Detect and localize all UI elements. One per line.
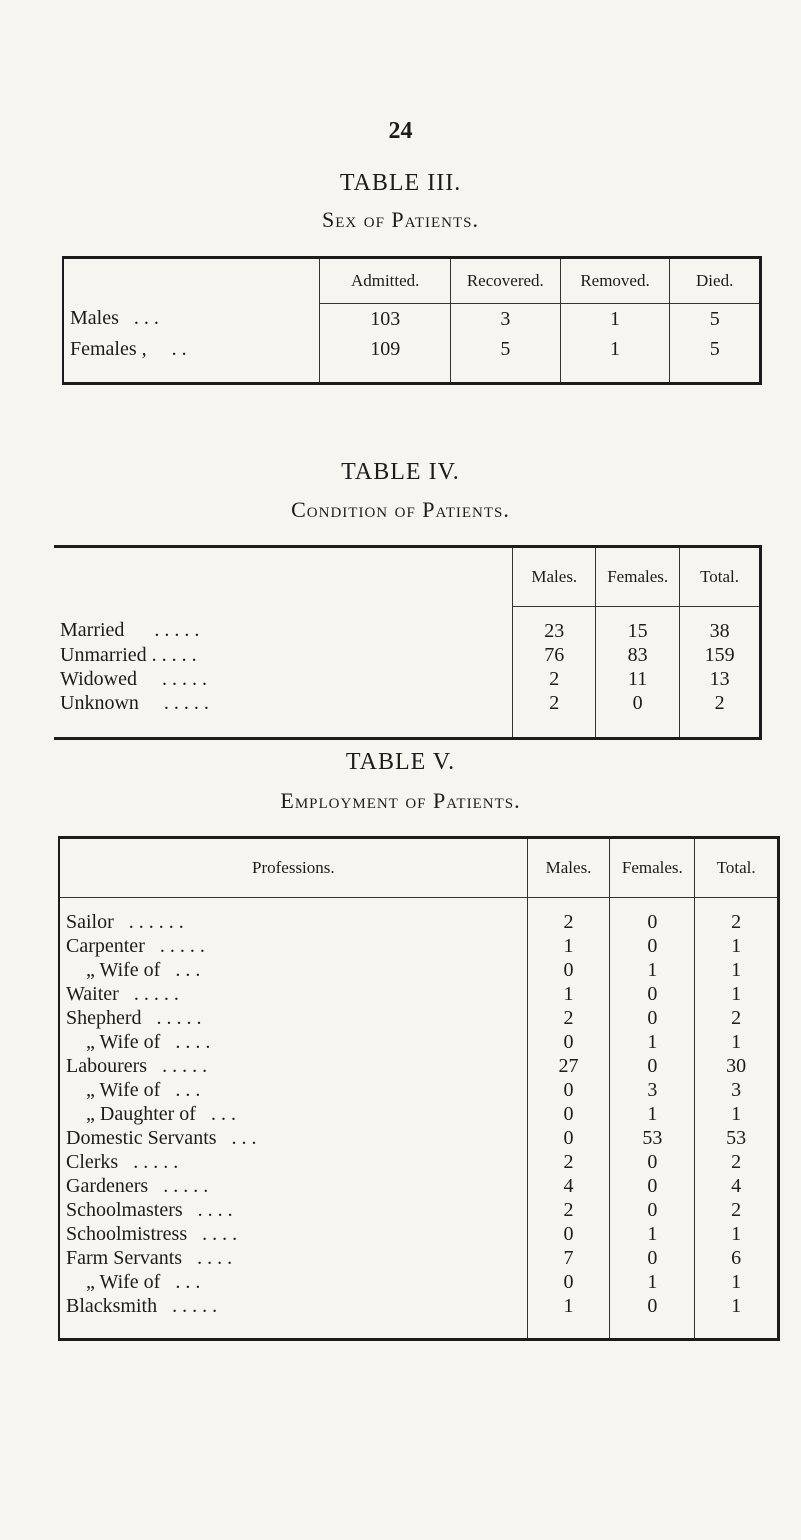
cell: 1 xyxy=(527,982,610,1006)
table5-header: Females. xyxy=(610,838,695,898)
table3-header: Removed. xyxy=(560,258,670,304)
cell: 0 xyxy=(610,1006,695,1030)
table4-header: Males. xyxy=(513,547,596,607)
cell: 2 xyxy=(695,898,779,935)
cell: 11 xyxy=(596,667,680,691)
cell: 1 xyxy=(527,934,610,958)
leader-dots: . . . . xyxy=(197,1198,233,1221)
row-label: Married xyxy=(60,619,125,642)
cell: 1 xyxy=(610,1030,695,1054)
cell: 103 xyxy=(320,304,451,335)
cell: 4 xyxy=(695,1174,779,1198)
row-label: Waiter xyxy=(66,982,119,1005)
cell: 76 xyxy=(513,643,596,667)
cell: 53 xyxy=(695,1126,779,1150)
leader-dots: . . . . . xyxy=(161,667,207,690)
table4-header: Females. xyxy=(596,547,680,607)
leader-dots: . . . xyxy=(175,1078,201,1101)
row-label: „ Wife of xyxy=(86,1078,161,1101)
table5-title: TABLE V. xyxy=(345,749,456,775)
table5-header: Professions. xyxy=(59,838,527,898)
leader-dots: . . . . xyxy=(175,1030,211,1053)
table3 xyxy=(62,256,762,385)
table-row xyxy=(59,934,779,958)
table5-body xyxy=(59,898,779,1340)
cell: 5 xyxy=(670,304,761,335)
cell: 3 xyxy=(695,1078,779,1102)
table-row xyxy=(59,1270,779,1294)
table-row xyxy=(63,304,761,335)
table4-header: Total. xyxy=(680,547,761,607)
table-row xyxy=(59,958,779,982)
row-label: Clerks xyxy=(66,1150,119,1173)
leader-dots: . . . . . xyxy=(151,643,197,666)
leader-dots: . . . . . xyxy=(163,691,209,714)
row-label: Males xyxy=(70,307,119,330)
table-row xyxy=(54,607,761,644)
leader-dots: . . xyxy=(171,337,187,360)
leader-dots: . . . xyxy=(210,1102,236,1125)
table-row xyxy=(59,1078,779,1102)
leader-dots: . . . . . . xyxy=(128,910,184,933)
leader-dots: . . . . . xyxy=(154,619,200,642)
cell: 38 xyxy=(680,607,761,644)
leader-dots: . . . . xyxy=(197,1246,233,1269)
cell: 0 xyxy=(610,1174,695,1198)
table3-header: Recovered. xyxy=(450,258,560,304)
table-row xyxy=(59,982,779,1006)
cell: 0 xyxy=(610,1246,695,1270)
cell: 1 xyxy=(610,1270,695,1294)
table-row xyxy=(59,1174,779,1198)
row-label: Sailor xyxy=(66,910,114,933)
cell: 1 xyxy=(695,1102,779,1126)
table4 xyxy=(54,545,762,740)
row-label: „ Wife of xyxy=(86,958,161,981)
cell: 1 xyxy=(527,1294,610,1340)
table3-subtitle: Sex of Patients. xyxy=(322,207,479,232)
leader-dots: . . . . . xyxy=(162,1054,208,1077)
row-label: Farm Servants xyxy=(66,1246,183,1269)
cell: 23 xyxy=(513,607,596,644)
cell: 1 xyxy=(695,1030,779,1054)
cell: 1 xyxy=(610,1222,695,1246)
cell: 0 xyxy=(527,1078,610,1102)
table-row xyxy=(59,1246,779,1270)
page-number: 24 xyxy=(388,118,413,144)
table5-header: Males. xyxy=(527,838,610,898)
leader-dots: . . . . . xyxy=(172,1294,218,1317)
cell: 15 xyxy=(596,607,680,644)
cell: 2 xyxy=(695,1006,779,1030)
table-row xyxy=(59,1222,779,1246)
table-row xyxy=(59,1054,779,1078)
cell: 1 xyxy=(695,958,779,982)
cell: 13 xyxy=(680,667,761,691)
cell: 0 xyxy=(527,1222,610,1246)
cell: 2 xyxy=(695,1198,779,1222)
cell: 0 xyxy=(610,1198,695,1222)
table-row xyxy=(59,1102,779,1126)
cell: 0 xyxy=(610,1294,695,1340)
leader-dots: . . . xyxy=(175,958,201,981)
cell: 2 xyxy=(680,691,761,739)
cell: 5 xyxy=(450,334,560,384)
cell: 1 xyxy=(695,934,779,958)
cell: 2 xyxy=(527,1150,610,1174)
leader-dots: . . . . . xyxy=(156,1006,202,1029)
cell: 0 xyxy=(527,958,610,982)
table4-subtitle: Condition of Patients. xyxy=(291,497,510,522)
cell: 2 xyxy=(513,691,596,739)
cell: 109 xyxy=(320,334,451,384)
cell: 2 xyxy=(513,667,596,691)
row-label: Widowed xyxy=(60,667,137,690)
row-label: Labourers xyxy=(66,1054,148,1077)
table-row xyxy=(59,1030,779,1054)
table-row xyxy=(54,643,761,667)
cell: 1 xyxy=(560,304,670,335)
table-row xyxy=(59,1126,779,1150)
table-row xyxy=(54,691,761,739)
cell: 1 xyxy=(560,334,670,384)
leader-dots: . . . xyxy=(133,307,159,330)
cell: 0 xyxy=(527,1126,610,1150)
cell: 2 xyxy=(527,1006,610,1030)
table4-header-row xyxy=(54,547,761,607)
cell: 1 xyxy=(695,1222,779,1246)
cell: 1 xyxy=(610,958,695,982)
row-label: Unknown xyxy=(60,691,139,714)
table3-header-row xyxy=(63,258,761,304)
table4-title: TABLE IV. xyxy=(341,459,460,485)
row-label: „ Daughter of xyxy=(86,1102,196,1125)
cell: 0 xyxy=(610,982,695,1006)
table-row xyxy=(59,1006,779,1030)
leader-dots: . . . . . xyxy=(133,982,179,1005)
cell: 0 xyxy=(610,1150,695,1174)
table5 xyxy=(58,836,780,1341)
cell: 3 xyxy=(450,304,560,335)
cell: 2 xyxy=(527,898,610,935)
row-label: Schoolmasters xyxy=(66,1198,183,1221)
cell: 2 xyxy=(695,1150,779,1174)
cell: 0 xyxy=(596,691,680,739)
table3-title: TABLE III. xyxy=(339,170,462,196)
leader-dots: . . . . xyxy=(202,1222,238,1245)
row-label: „ Wife of xyxy=(86,1270,161,1293)
table-row xyxy=(54,667,761,691)
row-label: „ Wife of xyxy=(86,1030,161,1053)
cell: 1 xyxy=(695,1270,779,1294)
cell: 83 xyxy=(596,643,680,667)
row-label: Domestic Servants xyxy=(66,1126,217,1149)
cell: 0 xyxy=(527,1030,610,1054)
row-label: Blacksmith xyxy=(66,1294,158,1317)
cell: 1 xyxy=(695,982,779,1006)
cell: 53 xyxy=(610,1126,695,1150)
cell: 1 xyxy=(610,1102,695,1126)
row-label: Gardeners xyxy=(66,1174,149,1197)
row-label: Carpenter xyxy=(66,934,145,957)
table-row xyxy=(63,334,761,384)
leader-dots: . . . . . xyxy=(133,1150,179,1173)
leader-dots: . . . xyxy=(175,1270,201,1293)
cell: 0 xyxy=(527,1270,610,1294)
cell: 6 xyxy=(695,1246,779,1270)
table5-subtitle: Employment of Patients. xyxy=(280,788,521,813)
table-row xyxy=(59,898,779,935)
cell: 159 xyxy=(680,643,761,667)
cell: 0 xyxy=(527,1102,610,1126)
cell: 5 xyxy=(670,334,761,384)
row-label: Shepherd xyxy=(66,1006,142,1029)
leader-dots: . . . xyxy=(231,1126,257,1149)
cell: 27 xyxy=(527,1054,610,1078)
table3-header: Admitted. xyxy=(320,258,451,304)
cell: 4 xyxy=(527,1174,610,1198)
table-row xyxy=(59,1198,779,1222)
table-row xyxy=(59,1294,779,1340)
cell: 0 xyxy=(610,898,695,935)
table5-header-row xyxy=(59,838,779,898)
leader-dots: . . . . . xyxy=(159,934,205,957)
cell: 1 xyxy=(695,1294,779,1340)
cell: 7 xyxy=(527,1246,610,1270)
row-label: Unmarried xyxy=(60,643,147,666)
cell: 2 xyxy=(527,1198,610,1222)
row-label: Schoolmistress xyxy=(66,1222,188,1245)
cell: 3 xyxy=(610,1078,695,1102)
table5-header: Total. xyxy=(695,838,779,898)
row-label: Females , xyxy=(70,337,147,360)
table3-header: Died. xyxy=(670,258,761,304)
cell: 0 xyxy=(610,1054,695,1078)
cell: 30 xyxy=(695,1054,779,1078)
leader-dots: . . . . . xyxy=(163,1174,209,1197)
table-row xyxy=(59,1150,779,1174)
cell: 0 xyxy=(610,934,695,958)
